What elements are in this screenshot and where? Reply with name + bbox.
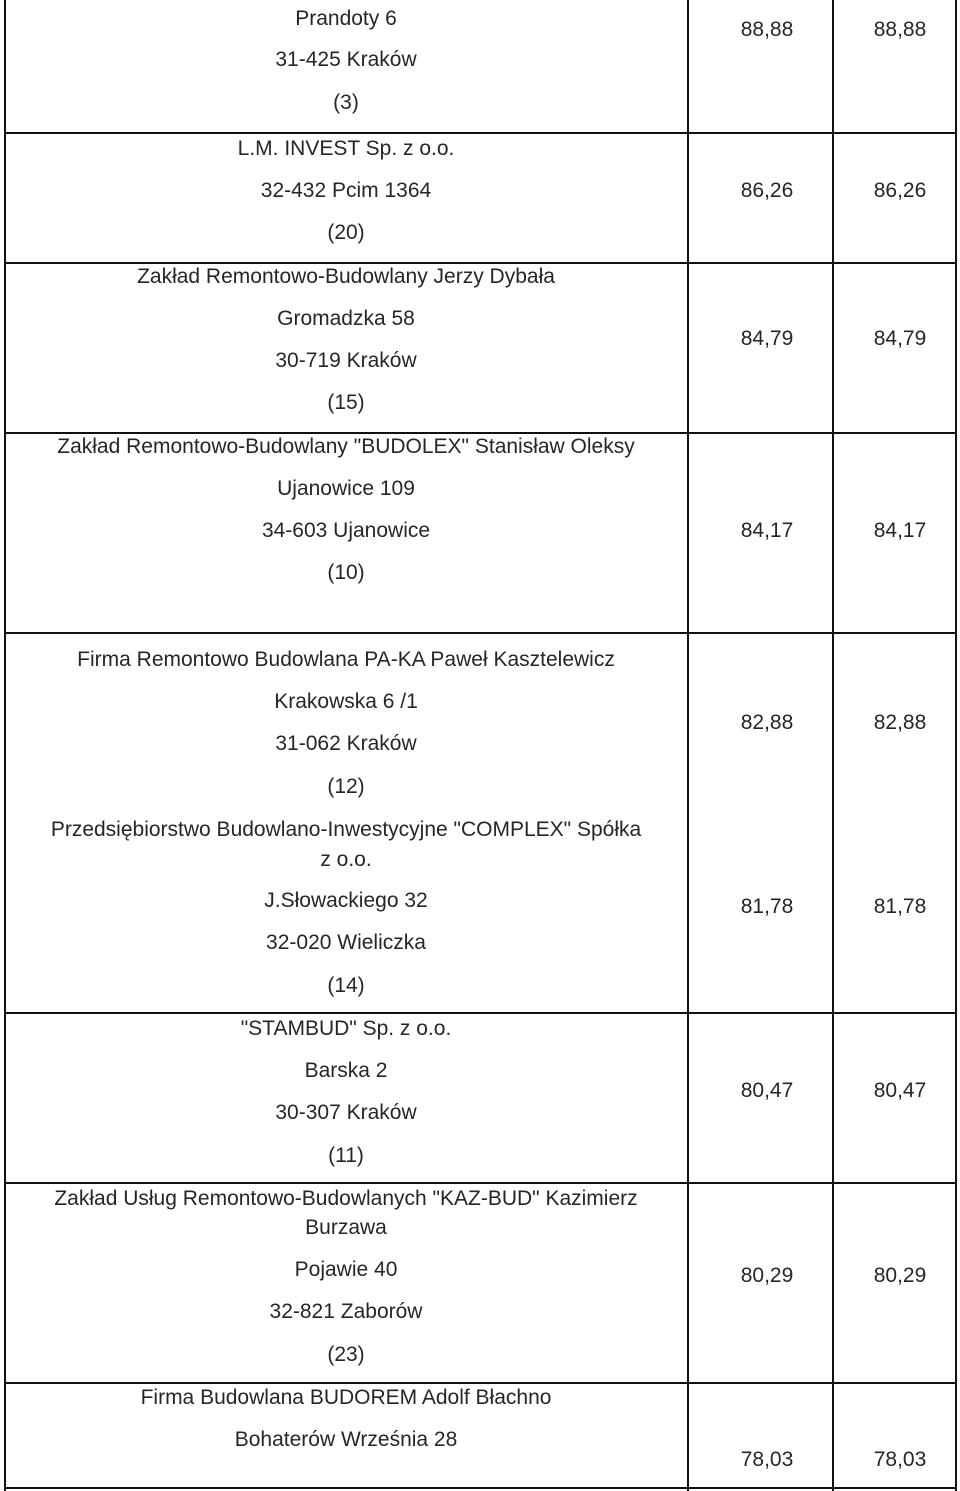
score-value: 80,47 — [740, 1079, 794, 1102]
row-divider — [4, 132, 957, 134]
score-total: 84,17 — [873, 519, 927, 542]
offer-number: (12) — [327, 775, 365, 798]
address-city: 31-062 Kraków — [275, 732, 417, 755]
company-name: Zakład Remontowo-Budowlany "BUDOLEX" Stanisław Oleksy — [57, 435, 635, 458]
address-street: Prandoty 6 — [295, 7, 397, 30]
score-value: 84,17 — [740, 519, 794, 542]
score-value: 84,79 — [740, 327, 794, 350]
table-column-divider — [832, 0, 834, 1491]
offer-number: (11) — [328, 1144, 364, 1167]
address-city: 32-432 Pcim 1364 — [260, 179, 432, 202]
score-value: 80,29 — [740, 1264, 794, 1287]
offer-number: (20) — [327, 221, 365, 244]
company-name: Przedsiębiorstwo Budowlano-Inwestycyjne "COMPLEX" Spółka — [50, 818, 642, 841]
score-total: 82,88 — [873, 711, 927, 734]
address-city: 30-307 Kraków — [275, 1101, 417, 1124]
score-total: 78,03 — [873, 1448, 927, 1471]
score-value: 82,88 — [740, 711, 794, 734]
company-name: L.M. INVEST Sp. z o.o. — [237, 137, 455, 160]
row-divider — [4, 1382, 957, 1384]
company-name: Zakład Remontowo-Budowlany Jerzy Dybała — [137, 265, 555, 288]
offer-number: (15) — [327, 391, 365, 414]
score-total: 88,88 — [873, 18, 927, 41]
row-divider — [4, 632, 957, 634]
offer-number: (3) — [333, 91, 359, 114]
offer-number: (14) — [327, 974, 365, 997]
company-name: "STAMBUD" Sp. z o.o. — [240, 1017, 452, 1040]
company-name: Zakład Usług Remontowo-Budowlanych "KAZ-BUD" Kazimierz — [54, 1187, 638, 1210]
score-total: 86,26 — [873, 179, 927, 202]
address-city: 31-425 Kraków — [275, 48, 417, 71]
score-value: 88,88 — [740, 18, 794, 41]
address-street: J.Słowackiego 32 — [264, 889, 428, 912]
company-name: Firma Remontowo Budowlana PA-KA Paweł Kasztelewicz — [77, 648, 615, 671]
address-city: 32-020 Wieliczka — [266, 931, 426, 954]
address-street: Bohaterów Września 28 — [234, 1428, 458, 1451]
address-street: Barska 2 — [304, 1059, 388, 1082]
score-total: 81,78 — [873, 895, 927, 918]
company-name: Firma Budowlana BUDOREM Adolf Błachno — [140, 1386, 552, 1409]
company-name-continued: z o.o. — [320, 848, 372, 871]
offer-number: (10) — [327, 561, 365, 584]
address-city: 32-821 Zaborów — [269, 1300, 423, 1323]
score-value: 81,78 — [740, 895, 794, 918]
row-divider — [4, 1182, 957, 1184]
company-name-continued: Burzawa — [305, 1216, 387, 1239]
score-value: 86,26 — [740, 179, 794, 202]
score-value: 78,03 — [740, 1448, 794, 1471]
address-street: Pojawie 40 — [294, 1258, 398, 1281]
score-total: 80,29 — [873, 1264, 927, 1287]
address-street: Ujanowice 109 — [277, 477, 415, 500]
table-column-divider — [687, 0, 689, 1491]
offer-number: (23) — [327, 1343, 365, 1366]
row-divider — [4, 1012, 957, 1014]
address-city: 34-603 Ujanowice — [261, 519, 431, 542]
address-street: Gromadzka 58 — [277, 307, 415, 330]
address-city: 30-719 Kraków — [275, 349, 417, 372]
address-street: Krakowska 6 /1 — [274, 690, 418, 713]
table-right-border — [955, 0, 957, 1491]
table-left-border — [4, 0, 6, 1491]
score-total: 84,79 — [873, 327, 927, 350]
score-total: 80,47 — [873, 1079, 927, 1102]
table-bottom-border — [4, 1487, 957, 1489]
